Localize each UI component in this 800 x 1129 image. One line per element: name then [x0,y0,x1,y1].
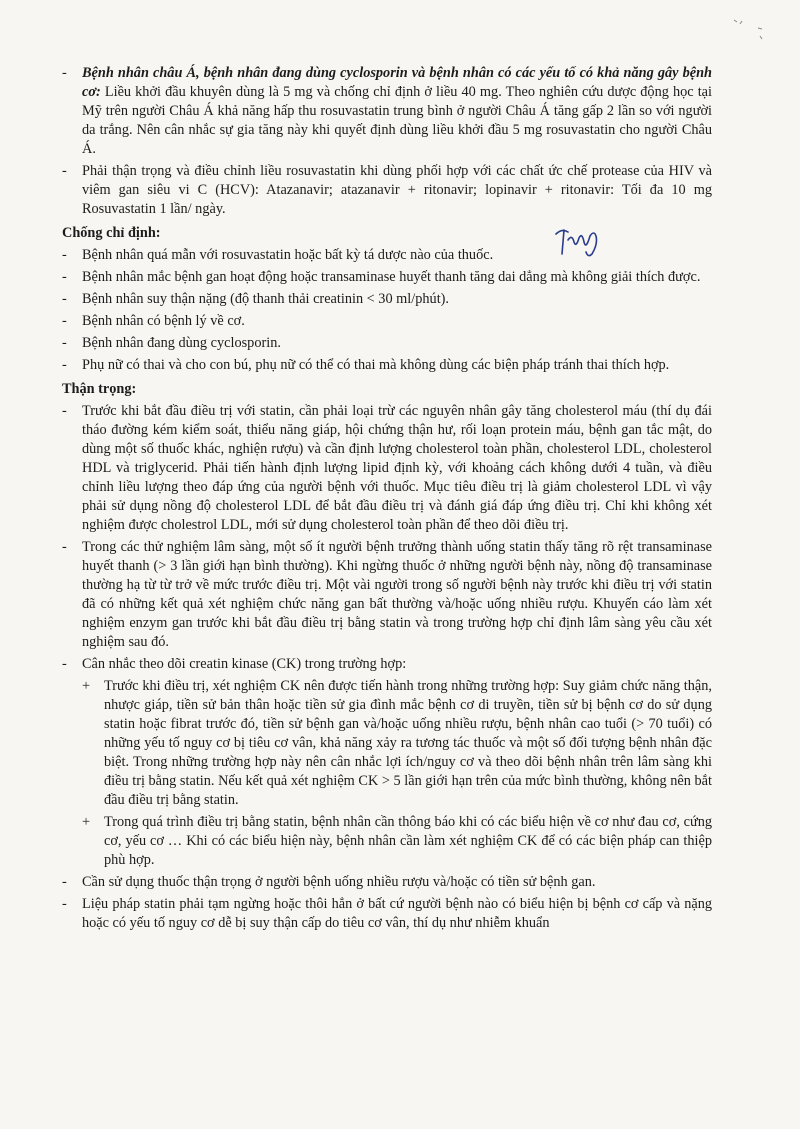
dash-bullet: - [62,874,67,890]
dash-bullet: - [62,539,67,555]
item-text: Liệu pháp statin phải tạm ngừng hoặc thôi hẳn ở bất cứ người bệnh nào có biểu hiện bị bệnh cơ cấp và nặng hoặc có yếu tố nguy cơ dễ bị suy thận cấp do tiêu cơ vân, thí dụ như nhiễm khuẩn [82,896,712,931]
dash-bullet: - [62,896,67,912]
list-item [62,873,712,892]
list-item [62,895,712,933]
item-text: Bệnh nhân có bệnh lý về cơ. [82,313,245,329]
sub-list-item [82,677,712,810]
dash-bullet: - [62,313,67,329]
item-text: Phụ nữ có thai và cho con bú, phụ nữ có thể có thai mà không dùng các biện pháp tránh thai thích hợp. [82,357,670,373]
item-text: Phải thận trọng và điều chỉnh liều rosuvastatin khi dùng phối hợp với các chất ức chế protease của HIV và viêm gan siêu vi C (HCV): Atazanavir; atazanavir + ritonavir; lopinavir + ritonavir: Tối đa 10 mg Rosuvastatin 1 lần/ ngày. [82,163,712,217]
list-item [62,538,712,652]
document-body [62,64,712,936]
list-item [62,64,712,159]
item-text: Cân nhắc theo dõi creatin kinase (CK) trong trường hợp: [82,656,407,672]
corner-scan-marks [730,14,770,54]
item-text: Liều khởi đầu khuyên dùng là 5 mg và chống chỉ định ở liều 40 mg. Theo nghiên cứu dược động học tại Mỹ trên người Châu Á khả năng hấp thu rosuvastatin trung bình ở người Châu Á tăng gấp 2 lần so với người da trắng. Nên cân nhắc sự gia tăng này khi quyết định dùng liều khởi đầu 5 mg rosuvastatin cho người Châu Á. [82,84,712,157]
dash-bullet: - [62,291,67,307]
item-text: Bệnh nhân quá mẫn với rosuvastatin hoặc bất kỳ tá dược nào của thuốc. [82,247,494,263]
item-text: Bệnh nhân mắc bệnh gan hoạt động hoặc transaminase huyết thanh tăng dai dẳng mà không giải thích được. [82,269,701,285]
item-text: Bệnh nhân suy thận nặng (độ thanh thải creatinin < 30 ml/phút). [82,291,449,307]
item-text: Cần sử dụng thuốc thận trọng ở người bệnh uống nhiều rượu và/hoặc có tiền sử bệnh gan. [82,874,596,890]
dash-bullet: - [62,335,67,351]
sub-list-item [82,813,712,870]
dash-bullet: - [62,656,67,672]
list-item [62,268,712,287]
list-item [62,162,712,219]
dash-bullet: - [62,247,67,263]
sub-item-text: Trước khi điều trị, xét nghiệm CK nên được tiến hành trong những trường hợp: Suy giảm chức năng thận, nhược giáp, tiền sử bản thân hoặc tiền sử gia đình mắc bệnh cơ di truyền, tiền sử bị bệnh cơ do sử dụng statin hoặc fibrat trước đó, tiền sử bệnh gan và/hoặc uống nhiều rượu, bệnh nhân cao tuổi (> 70 tuổi) có những yếu tố nguy cơ bị tiêu cơ vân, khả năng xảy ra tương tác thuốc và một số đối tượng bệnh nhân đặc biệt. Trong những trường hợp này nên cân nhắc lợi ích/nguy cơ và theo dõi bệnh nhân trên lâm sàng khi điều trị bằng statin. Nếu kết quả xét nghiệm CK > 5 lần giới hạn trên của mức bình thường, không nên bắt đầu điều trị bằng statin. [104,678,712,808]
sub-item-text: Trong quá trình điều trị bằng statin, bệnh nhân cần thông báo khi có các biểu hiện về cơ như đau cơ, cứng cơ, yếu cơ … Khi có các biểu hiện này, bệnh nhân cần làm xét nghiệm CK để có các biện pháp can thiệp phù hợp. [104,814,712,868]
dash-bullet: - [62,65,67,81]
list-item [62,655,712,674]
plus-bullet: + [82,814,91,830]
bold-italic-lead: Bệnh nhân châu Á, bệnh nhân đang dùng cyclosporin và bệnh nhân có các yếu tố có khả năng gây bệnh cơ: [82,65,712,100]
dash-bullet: - [62,163,67,179]
item-text: Trong các thử nghiệm lâm sàng, một số ít người bệnh trưởng thành uống statin thấy tăng rõ rệt transaminase huyết thanh (> 3 lần giới hạn bình thường). Khi ngừng thuốc ở những người bệnh này, nồng độ transaminase thường hạ từ từ trở về mức trước điều trị. Một vài người trong số người bệnh này trước khi điều trị với statin đã có những kết quả xét nghiệm chức năng gan bất thường và/hoặc uống nhiều rượu. Khuyến cáo làm xét nghiệm enzym gan trước khi bắt đầu điều trị bằng statin và trong trường hợp chỉ định lâm sàng yêu cầu xét nghiệm sau đó. [82,539,712,650]
list-item [62,290,712,309]
item-text: Bệnh nhân đang dùng cyclosporin. [82,335,281,351]
list-item [62,356,712,375]
dash-bullet: - [62,269,67,285]
list-item [62,246,712,265]
dash-bullet: - [62,357,67,373]
plus-bullet: + [82,678,91,694]
list-item [62,334,712,353]
dash-bullet: - [62,403,67,419]
list-item [62,402,712,535]
item-text: Trước khi bắt đầu điều trị với statin, cần phải loại trừ các nguyên nhân gây tăng cholesterol máu (thí dụ đái tháo đường kém kiểm soát, thiểu năng giáp, hội chứng thận hư, rối loạn protein máu, bệnh gan tắc mật, do dùng một số thuốc khác, nghiện rượu) và cần định lượng cholesterol toàn phần, cholesterol LDL, cholesterol HDL và triglycerid. Phải tiến hành định lượng lipid định kỳ, với khoảng cách không dưới 4 tuần, và điều chỉnh liều lượng theo đáp ứng của người bệnh với thuốc. Mục tiêu điều trị là giảm cholesterol LDL vì vậy phải sử dụng nồng độ cholesterol LDL để bắt đầu điều trị và đánh giá đáp ứng điều trị. Chỉ khi không xét nghiệm được cholestrol LDL, mới sử dụng cholesterol toàn phần để theo dõi điều trị. [82,403,712,533]
section-heading-contraindications: Chống chỉ định: [62,225,161,241]
list-item [62,312,712,331]
section-heading-precautions: Thận trọng: [62,381,137,397]
